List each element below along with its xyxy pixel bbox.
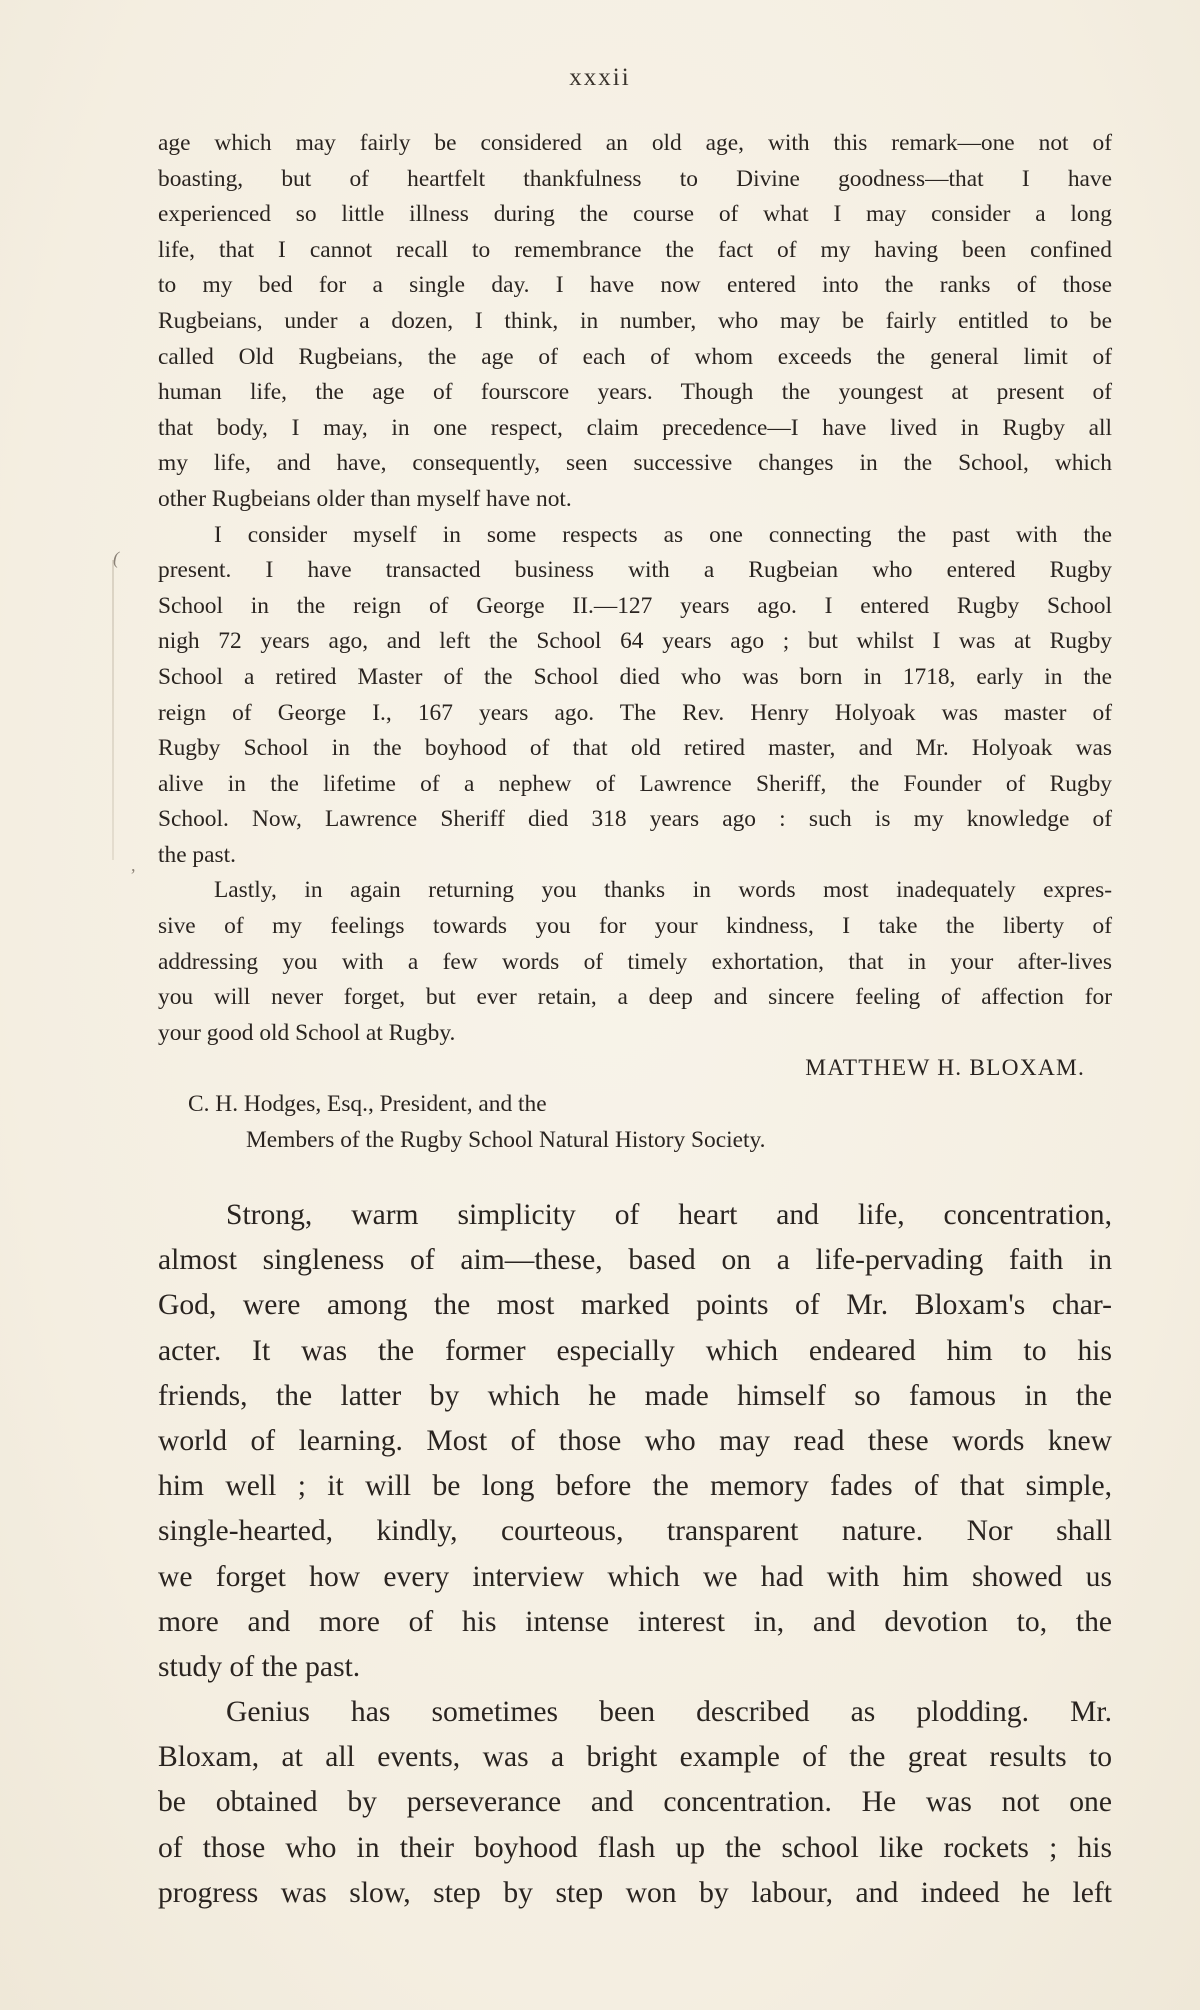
essay-line: more and more of his intense interest in, and devotion to, the (158, 1605, 1112, 1638)
letter-line: age which may fairly be considered an old age, with this remark—one not of (158, 130, 1112, 156)
letter-addressee: Members of the Rugby School Natural History Society. (246, 1126, 766, 1153)
essay-text (158, 1193, 1112, 1916)
essay-line: single-hearted, kindly, courteous, transparent nature. Nor shall (158, 1515, 1112, 1548)
essay-line: acter. It was the former especially which endeared him to his (158, 1334, 1112, 1367)
essay-line: God, were among the most marked points of Mr. Bloxam's char- (158, 1289, 1112, 1322)
letter-line: human life, the age of fourscore years. Though the youngest at present of (158, 379, 1112, 406)
essay-line: him well ; it will be long before the memory fades of that simple, (158, 1470, 1112, 1503)
essay-line: Genius has sometimes been described as plodding. Mr. (226, 1696, 1112, 1729)
essay-line: friends, the latter by which he made himself so famous in the (158, 1379, 1112, 1412)
letter-line: alive in the lifetime of a nephew of Lawrence Sheriff, the Founder of Rugby (158, 770, 1112, 797)
letter-line: reign of George I., 167 years ago. The Rev. Henry Holyoak was master of (158, 699, 1112, 726)
letter-line: nigh 72 years ago, and left the School 64 years ago ; but whilst I was at Rugby (158, 628, 1112, 655)
letter-line: present. I have transacted business with a Rugbeian who entered Rugby (158, 557, 1112, 584)
page-number: xxxii (569, 64, 631, 91)
margin-pencil-tick-bottom: , (131, 855, 136, 875)
margin-pencil-tick-top: ( (113, 548, 119, 568)
essay-line: we forget how every interview which we had with him showed us (158, 1560, 1112, 1593)
letter-line: my life, and have, consequently, seen successive changes in the School, which (158, 450, 1112, 477)
letter-line: Lastly, in again returning you thanks in words most inadequately expres- (214, 877, 1112, 904)
letter-line: addressing you with a few words of timely exhortation, that in your after-lives (158, 948, 1112, 975)
letter-signature: MATTHEW H. BLOXAM. (805, 1055, 1085, 1082)
letter-line: School. Now, Lawrence Sheriff died 318 years ago : such is my knowledge of (158, 806, 1112, 833)
essay-line: progress was slow, step by step won by labour, and indeed he left (158, 1876, 1112, 1909)
essay-line: almost singleness of aim—these, based on a life-pervading faith in (158, 1244, 1112, 1277)
margin-pencil-mark (112, 560, 114, 860)
letter-line: I consider myself in some respects as one connecting the past with the (214, 521, 1112, 548)
letter-line: School in the reign of George II.—127 years ago. I entered Rugby School (158, 592, 1112, 619)
letter-line: Rugbeians, under a dozen, I think, in number, who may be fairly entitled to be (158, 307, 1112, 334)
letter-line: sive of my feelings towards you for your kindness, I take the liberty of (158, 913, 1112, 940)
letter-line: your good old School at Rugby. (158, 1019, 456, 1046)
letter-text (158, 126, 1112, 1158)
letter-line: the past. (158, 841, 236, 868)
letter-line: Rugby School in the boyhood of that old retired master, and Mr. Holyoak was (158, 735, 1112, 762)
letter-line: that body, I may, in one respect, claim precedence—I have lived in Rugby all (158, 414, 1112, 441)
essay-line: be obtained by perseverance and concentration. He was not one (158, 1786, 1112, 1819)
letter-line: you will never forget, but ever retain, a deep and sincere feeling of affection for (158, 984, 1112, 1011)
letter-line: called Old Rugbeians, the age of each of whom exceeds the general limit of (158, 343, 1112, 370)
essay-line: Strong, warm simplicity of heart and life, concentration, (226, 1199, 1112, 1231)
letter-line: experienced so little illness during the course of what I may consider a long (158, 201, 1112, 228)
letter-addressee: C. H. Hodges, Esq., President, and the (188, 1091, 547, 1118)
essay-line: of those who in their boyhood flash up the school like rockets ; his (158, 1831, 1112, 1864)
letter-line: life, that I cannot recall to remembrance the fact of my having been confined (158, 236, 1112, 263)
letter-line: School a retired Master of the School died who was born in 1718, early in the (158, 663, 1112, 690)
letter-line: to my bed for a single day. I have now entered into the ranks of those (158, 272, 1112, 299)
essay-line: Bloxam, at all events, was a bright example of the great results to (158, 1741, 1112, 1774)
letter-line: other Rugbeians older than myself have not. (158, 485, 572, 512)
letter-line: boasting, but of heartfelt thankfulness to Divine goodness—that I have (158, 165, 1112, 192)
essay-line: study of the past. (158, 1650, 361, 1683)
essay-line: world of learning. Most of those who may read these words knew (158, 1424, 1112, 1457)
